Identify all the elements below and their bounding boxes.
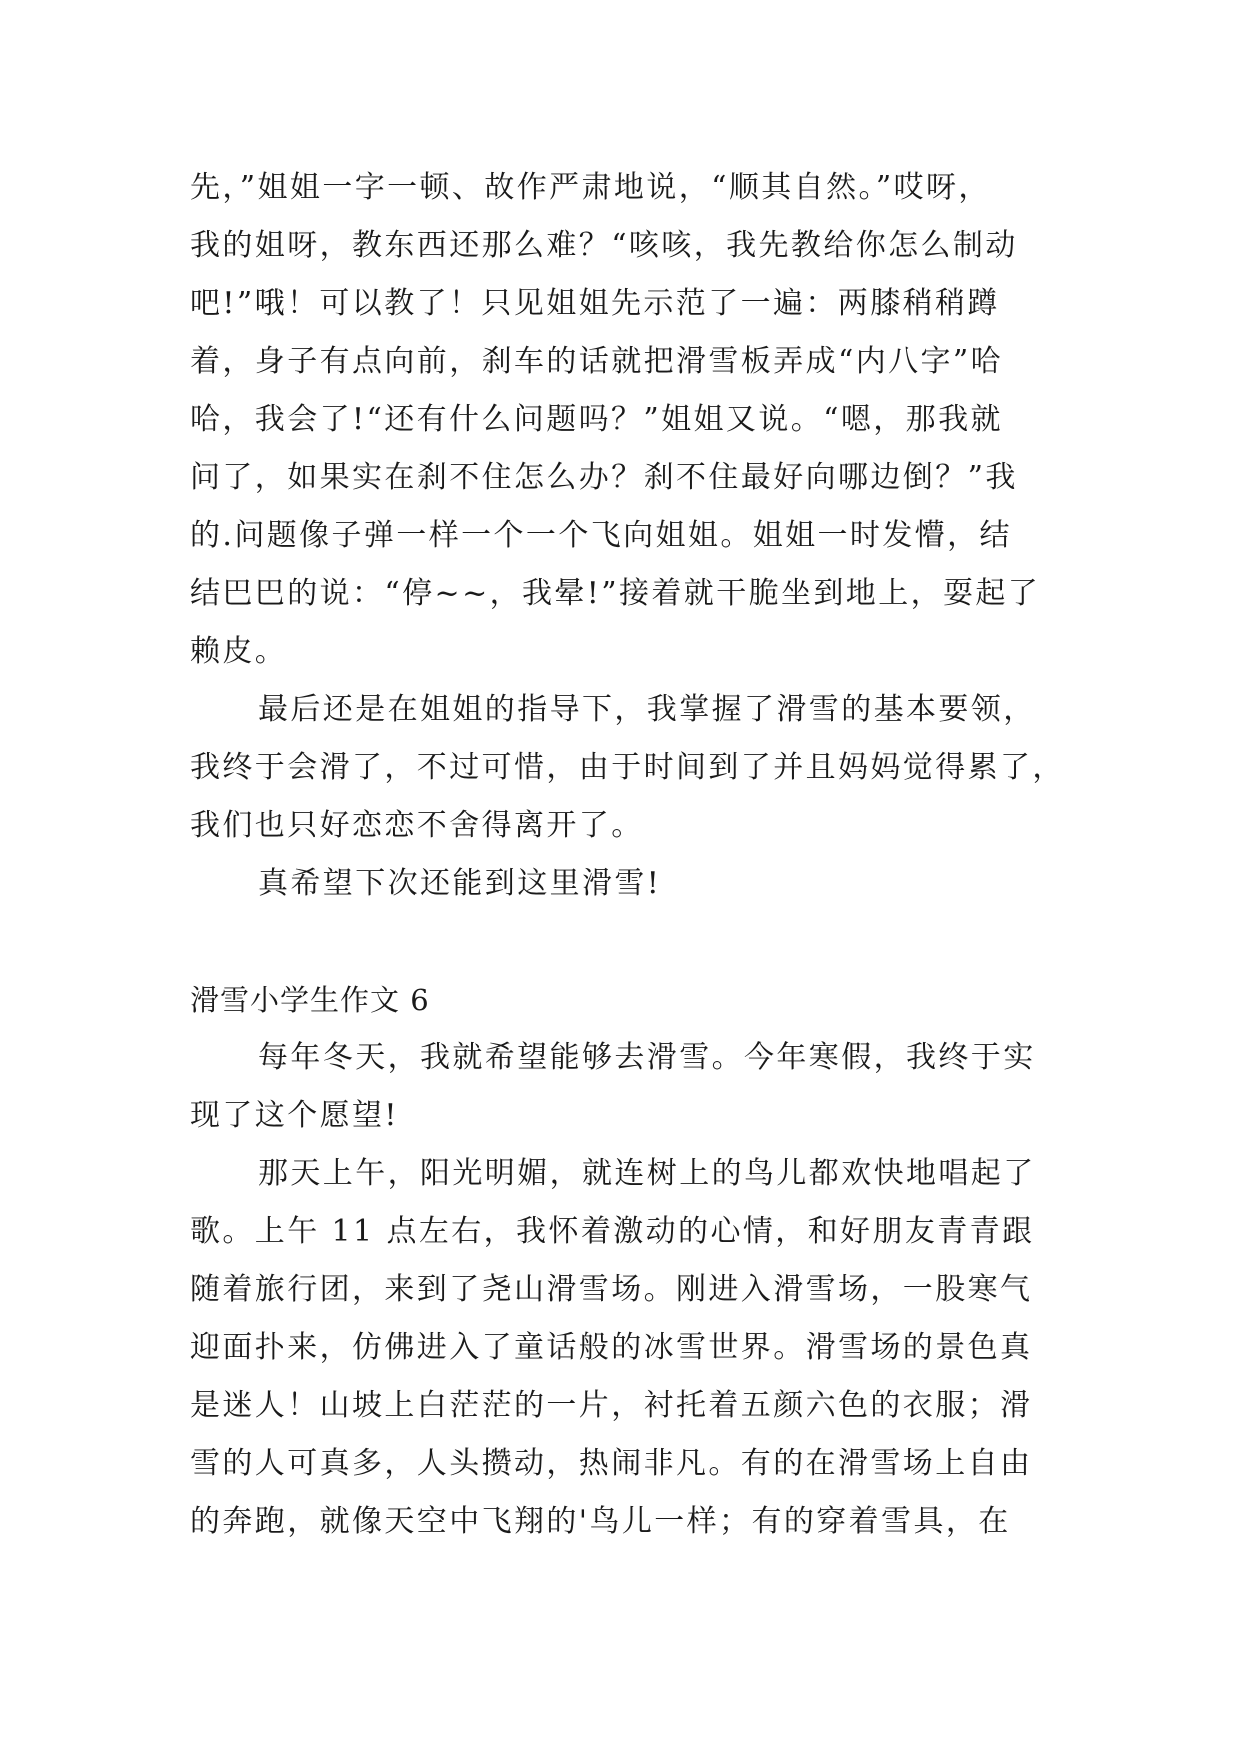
text-line: 雪的人可真多，人头攒动，热闹非凡。有的在滑雪场上自由	[190, 1446, 1033, 1481]
text-line: 随着旅行团，来到了尧山滑雪场。刚进入滑雪场，一股寒气	[190, 1272, 1033, 1307]
section-title: 滑雪小学生作文 6	[190, 983, 430, 1017]
text-line: 真希望下次还能到这里滑雪!	[258, 866, 662, 901]
text-line: 的奔跑，就像天空中飞翔的'鸟儿一样；有的穿着雪具，在	[190, 1504, 1011, 1539]
text-line: 结巴巴的说：“停~~，我晕!”接着就干脆坐到地上，耍起了	[190, 576, 1041, 611]
text-line: 吧!”哦！可以教了！只见姐姐先示范了一遍：两膝稍稍蹲	[190, 286, 1000, 321]
text-line: 着，身子有点向前，刹车的话就把滑雪板弄成“内八字”哈	[190, 344, 1004, 379]
text-line: 迎面扑来，仿佛进入了童话般的冰雪世界。滑雪场的景色真	[190, 1330, 1033, 1365]
text-line: 先，”姐姐一字一顿、故作严肃地说，“顺其自然。”哎呀，	[190, 170, 991, 205]
text-line: 最后还是在姐姐的指导下，我掌握了滑雪的基本要领，	[258, 692, 1036, 727]
text-line: 歌。上午 11 点左右，我怀着激动的心情，和好朋友青青跟	[190, 1214, 1035, 1249]
text-line: 我的姐呀，教东西还那么难？“咳咳，我先教给你怎么制动	[190, 228, 1018, 263]
text-line: 每年冬天，我就希望能够去滑雪。今年寒假，我终于实	[258, 1040, 1036, 1075]
text-line: 我终于会滑了，不过可惜，由于时间到了并且妈妈觉得累了，	[190, 750, 1065, 785]
text-line: 我们也只好恋恋不舍得离开了。	[190, 808, 644, 843]
text-line: 问了，如果实在刹不住怎么办？刹不住最好向哪边倒？”我	[190, 460, 1018, 495]
text-line: 现了这个愿望!	[190, 1098, 399, 1133]
text-line: 的.问题像子弹一样一个一个飞向姐姐。姐姐一时发懵，结	[190, 518, 1012, 553]
text-line: 赖皮。	[190, 634, 288, 669]
text-line: 哈，我会了!“还有什么问题吗？”姐姐又说。“嗯，那我就	[190, 402, 1003, 437]
text-line: 那天上午，阳光明媚，就连树上的鸟儿都欢快地唱起了	[258, 1156, 1036, 1191]
text-line: 是迷人！山坡上白茫茫的一片，衬托着五颜六色的衣服；滑	[190, 1388, 1033, 1423]
